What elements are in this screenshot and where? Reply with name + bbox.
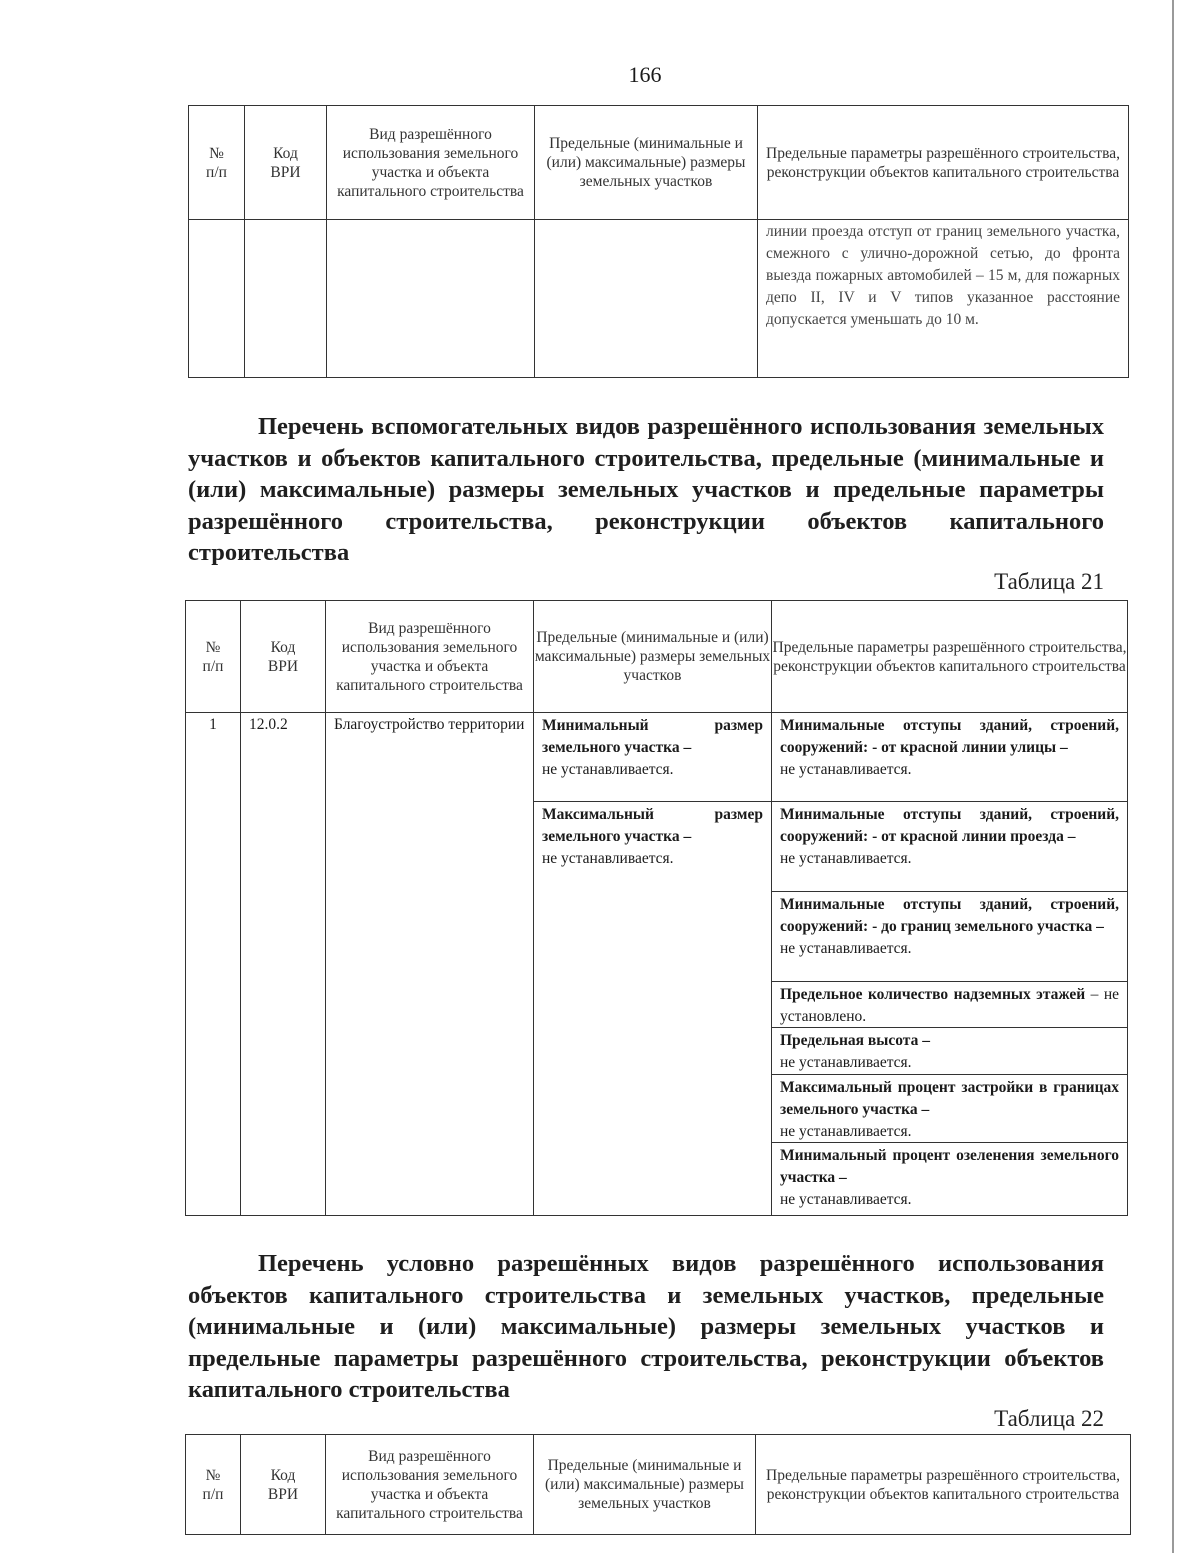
section-title-conditional: Перечень условно разрешённых видов разрешённого использования объектов капитального строительства и земельных участков, предельные (минимальные и (или) максимальные) размеры земельных участков и предельные параметры разрешённого строительства, реконструкции объектов капитального строительства [188,1250,1104,1403]
param-red-line-street: Минимальные отступы зданий, строений, сооружений: - от красной линии улицы – не устанавливается. [772,713,1127,802]
header-code: Код ВРИ [245,106,327,220]
table-label-21: Таблица 21 [994,569,1104,594]
size-max-block [534,802,771,870]
header-params: Предельные параметры разрешённого строительства, реконструкции объектов капитального строительства [772,601,1128,713]
header-kind: Вид разрешённого использования земельного участка и объекта капитального строительства [327,106,535,220]
page-number: 166 [628,62,662,87]
header-sizes: Предельные (минимальные и (или) максимальные) размеры земельных участков [535,106,758,220]
params-continuation: линии проезда отступ от границ земельного участка, смежного с улично-дорожной сетью, до фронта выезда пожарных автомобилей – 15 м, для пожарных депо II, IV и V типов указанное расстояние допускается уменьшать до 10 м. [758,220,1129,378]
row-num: 1 [186,713,241,1216]
size-min-label: Минимальный размер земельного участка – [542,717,763,756]
header-kind: Вид разрешённого использования земельного участка и объекта капитального строительства [326,601,534,713]
table-22 [185,1434,1131,1535]
section-title-auxiliary: Перечень вспомогательных видов разрешённого использования земельных участков и объектов капитального строительства, предельные (минимальные и (или) максимальные) размеры земельных участков и предельные параметры разрешённого строительства, реконструкции объектов капитального строительства [188,413,1104,566]
param-plot-boundary: Минимальные отступы зданий, строений, сооружений: - до границ земельного участка – не устанавливается. [772,892,1127,982]
header-params: Предельные параметры разрешённого строительства, реконструкции объектов капитального строительства [756,1435,1131,1535]
param-height: Предельная высота – не устанавливается. [772,1028,1127,1075]
param-green-percent: Минимальный процент озеленения земельного участка – не устанавливается. [780,1147,1119,1208]
header-sizes: Предельные (минимальные и (или) максимальные) размеры земельных участков [534,601,772,713]
size-min-value: не устанавливается. [542,761,674,778]
row-kind: Благоустройство территории [326,713,534,1216]
table-continued [188,105,1129,378]
table-label-22: Таблица 22 [994,1406,1104,1431]
size-min-block [534,713,771,802]
params-cell [772,713,1128,1216]
size-max-label: Максимальный размер земельного участка – [542,806,763,845]
header-code: Код ВРИ [241,601,326,713]
size-max-value: не устанавливается. [542,850,674,867]
header-sizes: Предельные (минимальные и (или) максимальные) размеры земельных участков [534,1435,756,1535]
page-edge [1172,0,1174,1553]
empty-cell [535,220,758,378]
empty-cell [327,220,535,378]
empty-cell [189,220,245,378]
param-floors: Предельное количество надземных этажей – не установлено. [772,982,1127,1028]
header-code: Код ВРИ [241,1435,326,1535]
row-code: 12.0.2 [241,713,326,1216]
header-num: № п/п [186,1435,241,1535]
param-red-line-driveway: Минимальные отступы зданий, строений, сооружений: - от красной линии проезда – не устанавливается. [772,802,1127,892]
sizes-cell [534,713,772,1216]
table-21 [185,600,1128,1216]
header-num: № п/п [189,106,245,220]
header-kind: Вид разрешённого использования земельного участка и объекта капитального строительства [326,1435,534,1535]
header-params: Предельные параметры разрешённого строительства, реконструкции объектов капитального строительства [758,106,1129,220]
empty-cell [245,220,327,378]
param-build-percent: Максимальный процент застройки в границах земельного участка – не устанавливается. [772,1075,1127,1143]
header-num: № п/п [186,601,241,713]
